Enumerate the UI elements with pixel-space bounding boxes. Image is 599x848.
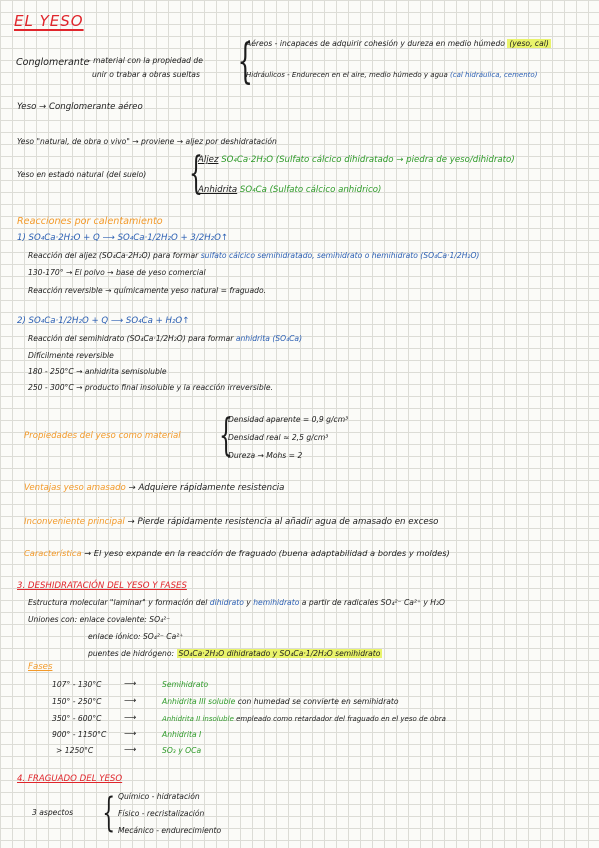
aljez-formula: SO₄Ca·2H₂O (Sulfato cálcico dihidratado → piedra de yeso/dihidrato) [221, 155, 515, 165]
aspecto-mecanico: Mecánico - endurecimiento [118, 826, 222, 835]
brace: { [189, 148, 203, 199]
fase-row [162, 716, 446, 723]
hemihidrato-word: hemihidrato [253, 598, 300, 607]
conglomerante-label: Conglomerante [16, 57, 90, 68]
aereos-text: Aéreos - incapaces de adquirir cohesión y dureza en medio húmedo (yeso, cal) [246, 39, 549, 48]
puentes-line: puentes de hidrógeno: SO₄Ca·2H₂O dihidratado y SO₄Ca·1/2H₂O semihidrato [88, 649, 381, 658]
reaction-1-reversible: Reacción reversible → químicamente yeso natural = fraguado. [28, 286, 267, 295]
inconveniente-line: Inconveniente principal → Pierde rápidamente resistencia al añadir agua de amasado en exceso [24, 517, 439, 527]
fase-phase: Semihidrato [162, 680, 209, 689]
reaction-1-product: sulfato cálcico semihidratado, semihidrato o hemihidrato (SO₄Ca·1/2H₂O) [200, 251, 480, 260]
deshidratacion-heading: 3. DESHIDRATACIÓN DEL YESO Y FASES [17, 581, 187, 591]
caracteristica-label: Característica [24, 548, 82, 558]
aspecto-quimico: Químico - hidratación [118, 792, 200, 801]
anhidrita-name: Anhidrita [198, 185, 238, 195]
reaction-2-description: Reacción del semihidrato (SO₄Ca·1/2H₂O) para formar anhidrita (SO₄Ca) [28, 334, 303, 343]
reaction-2-equation: 2) SO₄Ca·1/2H₂O + Q ⟶ SO₄Ca + H₂O↑ [17, 316, 190, 326]
fase-temp: 900° - 1150°C [52, 730, 107, 739]
densidad-aparente: Densidad aparente = 0,9 g/cm³ [228, 415, 349, 424]
propiedades-heading: Propiedades del yeso como material [24, 431, 181, 441]
yeso-line: Yeso → Conglomerante aéreo [17, 102, 143, 112]
estado-natural-label: Yeso en estado natural (del suelo) [17, 170, 147, 179]
fase-note: con humedad se convierte en semihidrato [237, 697, 399, 706]
dihidrato-word: dihidrato [209, 598, 244, 607]
hidraulicos-text: Hidráulicos - Endurecen en el aire, medio húmedo y agua (cal hidráulica, cemento) [246, 71, 538, 79]
conglomerante-definition: - material con la propiedad de [88, 56, 203, 65]
anhidrita-formula: SO₄Ca (Sulfato cálcico anhidrico) [239, 185, 382, 195]
page-title: EL YESO [14, 12, 84, 30]
caracteristica-line: Característica → El yeso expande en la reacción de fraguado (buena adaptabilidad a bordes y moldes) [24, 548, 450, 558]
arrow: ⟶ [124, 696, 137, 706]
aljez-line [198, 156, 515, 165]
fase-temp: 350° - 600°C [52, 714, 102, 723]
ventajas-label: Ventajas yeso amasado [24, 483, 126, 493]
conglomerante-definition-2: unir o trabar a obras sueltas [92, 70, 200, 79]
inconveniente-label: Inconveniente principal [24, 517, 125, 527]
aspectos-label: 3 aspectos [32, 808, 74, 817]
arrow: ⟶ [124, 713, 137, 723]
reaction-1-description: Reacción del aljez (SO₄Ca·2H₂O) para formar sulfato cálcico semihidratado, semihidrato o hemihidrato (SO₄Ca·1/2H₂O) [28, 251, 480, 260]
reaction-1-equation: 1) SO₄Ca·2H₂O + Q ⟶ SO₄Ca·1/2H₂O + 3/2H₂O↑ [17, 233, 229, 243]
dureza: Dureza → Mohs = 2 [228, 451, 303, 460]
enlace-ionico-line: enlace iónico: SO₄²⁻ Ca²⁺ [88, 632, 184, 641]
densidad-real: Densidad real ≈ 2,5 g/cm³ [228, 433, 329, 442]
arrow: ⟶ [124, 729, 137, 739]
fase-temp: > 1250°C [56, 746, 94, 755]
yeso-natural-line: Yeso "natural, de obra o vivo" → proviene → aljez por deshidratación [17, 137, 277, 146]
brace: { [219, 410, 233, 461]
arrow: ⟶ [124, 745, 137, 755]
brace: { [237, 33, 253, 89]
fase-temp: 107° - 130°C [52, 680, 102, 689]
reaction-2-range-1: 180 - 250°C → anhidrita semisoluble [28, 367, 167, 376]
ventajas-line: Ventajas yeso amasado → Adquiere rápidamente resistencia [24, 483, 285, 493]
brace: { [102, 790, 116, 836]
fraguado-heading: 4. FRAGUADO DEL YESO [17, 774, 123, 784]
reacciones-heading: Reacciones por calentamiento [17, 216, 163, 227]
puentes-formulas: SO₄Ca·2H₂O dihidratado y SO₄Ca·1/2H₂O semihidrato [178, 649, 381, 658]
fases-heading: Fases [28, 662, 53, 672]
fase-phase: Anhidrita II insoluble [162, 715, 234, 723]
fase-note: empleado como retardador del fraguado en el yeso de obra [236, 715, 446, 723]
reaction-2-reversible: Difícilmente reversible [28, 351, 114, 360]
uniones-line: Uniones con: enlace covalente: SO₄²⁻ [28, 615, 171, 624]
aljez-name: Aljez [198, 155, 219, 165]
fase-phase: SO₃ y OCa [162, 746, 202, 755]
arrow: ⟶ [124, 679, 137, 689]
reaction-1-temperature: 130-170° → El polvo → base de yeso comercial [28, 268, 206, 277]
hidraulicos-examples: (cal hidráulica, cemento) [450, 71, 538, 79]
fase-row [162, 698, 398, 706]
fase-phase: Anhidrita I [162, 730, 202, 739]
reaction-2-range-2: 250 - 300°C → producto final insoluble y la reacción irreversible. [28, 383, 273, 392]
aereos-examples: (yeso, cal) [509, 39, 549, 48]
estructura-line: Estructura molecular "laminar" y formación del dihidrato y hemihidrato a partir de radicales SO₄²⁻ Ca²⁺ y H₂O [28, 598, 446, 607]
reaction-2-product: anhidrita (SO₄Ca) [235, 334, 303, 343]
fase-phase: Anhidrita III soluble [162, 697, 236, 706]
aspecto-fisico: Físico - recristalización [118, 809, 205, 818]
anhidrita-line [198, 186, 381, 195]
fase-temp: 150° - 250°C [52, 697, 102, 706]
